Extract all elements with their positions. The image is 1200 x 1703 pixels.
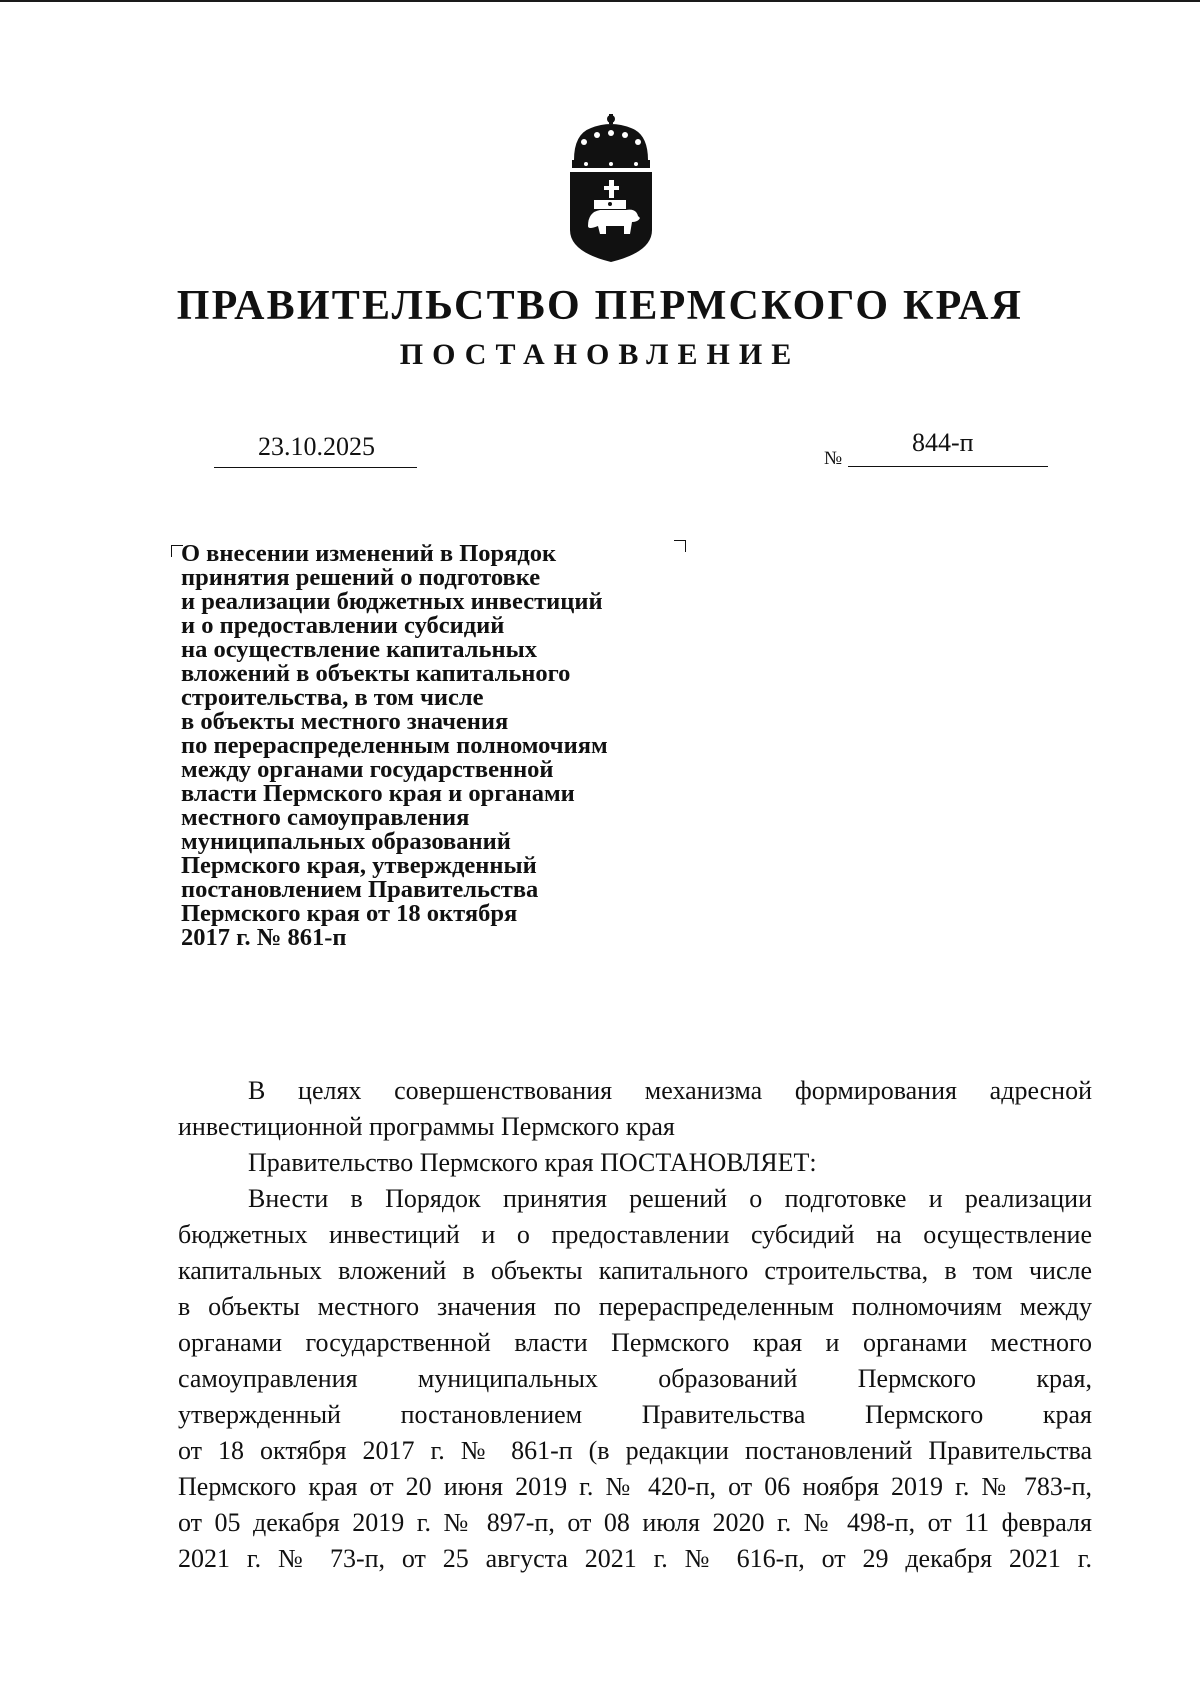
body-line: капитальных вложений в объекты капитального строительства, в том числе [178, 1256, 1092, 1285]
body-line: в объекты местного значения по перераспределенным полномочиям между [178, 1292, 1092, 1321]
body-line: Внести в Порядок принятия решений о подготовке и реализации [248, 1184, 1092, 1213]
number-underline [848, 466, 1048, 467]
body-line: утвержденный постановлением Правительства Пермского края [178, 1400, 1092, 1429]
decree-subject [181, 542, 608, 950]
body-line: В целях совершенствования механизма формирования адресной [248, 1076, 1092, 1105]
subject-line: принятия решений о подготовке [181, 564, 541, 591]
body-line: инвестиционной программы Пермского края [178, 1112, 675, 1141]
number-sign: № [824, 448, 843, 469]
subject-line: О внесении изменений в Порядок [181, 540, 557, 567]
subject-line: и о предоставлении субсидий [181, 612, 505, 639]
body-line: 2021 г. № 73-п, от 25 августа 2021 г. № 616-п, от 29 декабря 2021 г. [178, 1544, 1092, 1573]
body-line: от 18 октября 2017 г. № 861-п (в редакции постановлений Правительства [178, 1436, 1092, 1465]
decree-number: 844-п [912, 428, 974, 457]
decree-date: 23.10.2025 [258, 432, 375, 461]
subject-line: между органами государственной [181, 756, 554, 783]
page-top-border [0, 0, 1200, 2]
perm-krai-coat-of-arms-icon [566, 112, 656, 264]
subject-line: в объекты местного значения [181, 708, 509, 735]
body-line: самоуправления муниципальных образований Пермского края, [178, 1364, 1092, 1393]
government-name: ПРАВИТЕЛЬСТВО ПЕРМСКОГО КРАЯ [176, 283, 1024, 329]
body-line: от 05 декабря 2019 г. № 897-п, от 08 июля 2020 г. № 498-п, от 11 февраля [178, 1508, 1092, 1537]
body-line: органами государственной власти Пермского края и органами местного [178, 1328, 1092, 1357]
subject-corner-mark-right [674, 540, 686, 552]
subject-line: власти Пермского края и органами [181, 780, 575, 807]
decree-body [178, 1073, 1092, 1577]
subject-line: и реализации бюджетных инвестиций [181, 588, 603, 615]
body-line: Пермского края от 20 июня 2019 г. № 420-п, от 06 ноября 2019 г. № 783-п, [178, 1472, 1092, 1501]
subject-line: 2017 г. № 861-п [181, 924, 347, 951]
subject-line: Пермского края, утвержденный [181, 852, 537, 879]
date-underline [214, 467, 417, 468]
subject-line: местного самоуправления [181, 804, 470, 831]
subject-line: Пермского края от 18 октября [181, 900, 518, 927]
body-line: Правительство Пермского края ПОСТАНОВЛЯЕТ: [248, 1148, 817, 1177]
body-line: бюджетных инвестиций и о предоставлении субсидий на осуществление [178, 1220, 1092, 1249]
subject-line: на осуществление капитальных [181, 636, 537, 663]
document-type: ПОСТАНОВЛЕНИЕ [399, 338, 801, 371]
subject-line: постановлением Правительства [181, 876, 539, 903]
subject-line: вложений в объекты капитального [181, 660, 571, 687]
subject-line: по перераспределенным полномочиям [181, 732, 608, 759]
subject-line: муниципальных образований [181, 828, 511, 855]
subject-line: строительства, в том числе [181, 684, 484, 711]
